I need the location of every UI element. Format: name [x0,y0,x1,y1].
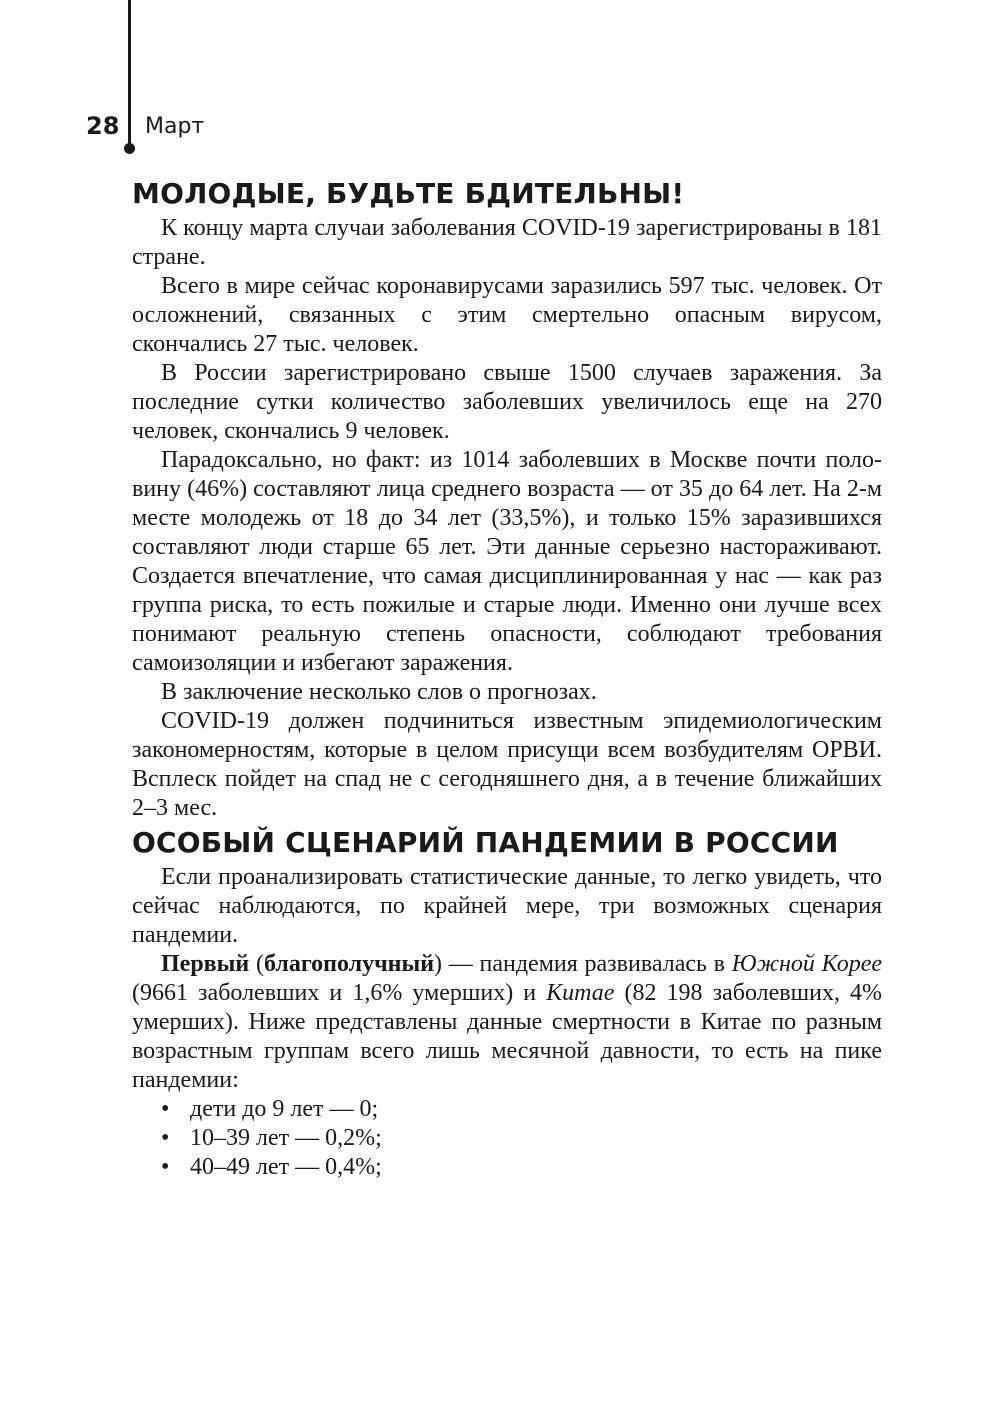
italic-term: Китае [546,980,615,1006]
article-title-young: МОЛОДЫЕ, БУДЬТЕ БДИТЕЛЬНЫ! [132,177,685,210]
list-item: • 10–39 лет — 0,2%; [132,1124,882,1153]
header-vertical-rule [128,0,131,147]
bullet-list [132,1095,882,1182]
page-number: 28 [86,112,120,140]
paragraph: В России зарегистрировано свыше 1500 случаев заражения. За последние сутки количество заболевших увеличилось еще на 270 человек, скончались 9 человек. [132,360,882,444]
article-title-pandemic: ОСОБЫЙ СЦЕНАРИЙ ПАНДЕМИИ В РОССИИ [132,826,839,859]
text-run: (9661 заболевших и 1,6% умерших) и [132,980,547,1006]
bold-term: благополучный [263,951,435,977]
paragraph: Если проанализировать статистические данные, то легко увидеть, что сейчас наблюдаются, по крайней мере, три возможных сценария пандемии. [132,864,882,948]
paragraph: К концу марта случаи заболевания COVID-19 зарегистрированы в 181 стране. [132,215,882,270]
list-item: • 40–49 лет — 0,4%; [132,1153,882,1182]
text-run: ) — пандемия развивалась в [434,951,732,977]
scenario-paragraph [132,950,882,1095]
text-run: (82 198 заболевших, 4% умерших). Ниже представлены данные смертности в Китае по разным возрастным группам всего лишь месячной давности, то есть на пике пандемии: [132,980,882,1093]
text-run: ( [249,951,264,977]
paragraph: COVID-19 должен подчиниться известным эпидемиологическим закономерностям, которые в целом присущи всем возбудителям ОРВИ. Всплеск пойдет на спад не с сегодняшнего дня, а в течение ближайших 2–3 мес. [132,708,882,821]
page-content [132,174,882,1182]
header-rule-dot [124,143,135,154]
italic-term: Южной Корее [731,951,883,977]
list-item: • дети до 9 лет — 0; [132,1095,882,1124]
bold-term: Первый [161,951,250,977]
paragraph: В заключение несколько слов о прогнозах. [161,679,597,705]
paragraph: Всего в мире сейчас коронавирусами заразились 597 тыс. человек. От осложнений, связанных с этим смертельно опасным вирусом, скончались 27 тыс. человек. [132,273,882,357]
paragraph: Парадоксально, но факт: из 1014 заболевших в Москве почти половину (46%) составляют лица среднего возраста — от 35 до 64 лет. На 2-м месте молодежь от 18 до 34 лет (33,5%), и только 15% заразившихся составляют люди старше 65 лет. Эти данные серьезно настораживают. Создается впечатление, что самая дисциплинированная у нас — как раз группа риска, то есть пожилые и старые люди. Именно они лучше всех понимают реальную степень опасности, соблюдают требования самоизоляции и избегают заражения. [132,447,882,676]
running-header-section: Март [145,114,205,139]
